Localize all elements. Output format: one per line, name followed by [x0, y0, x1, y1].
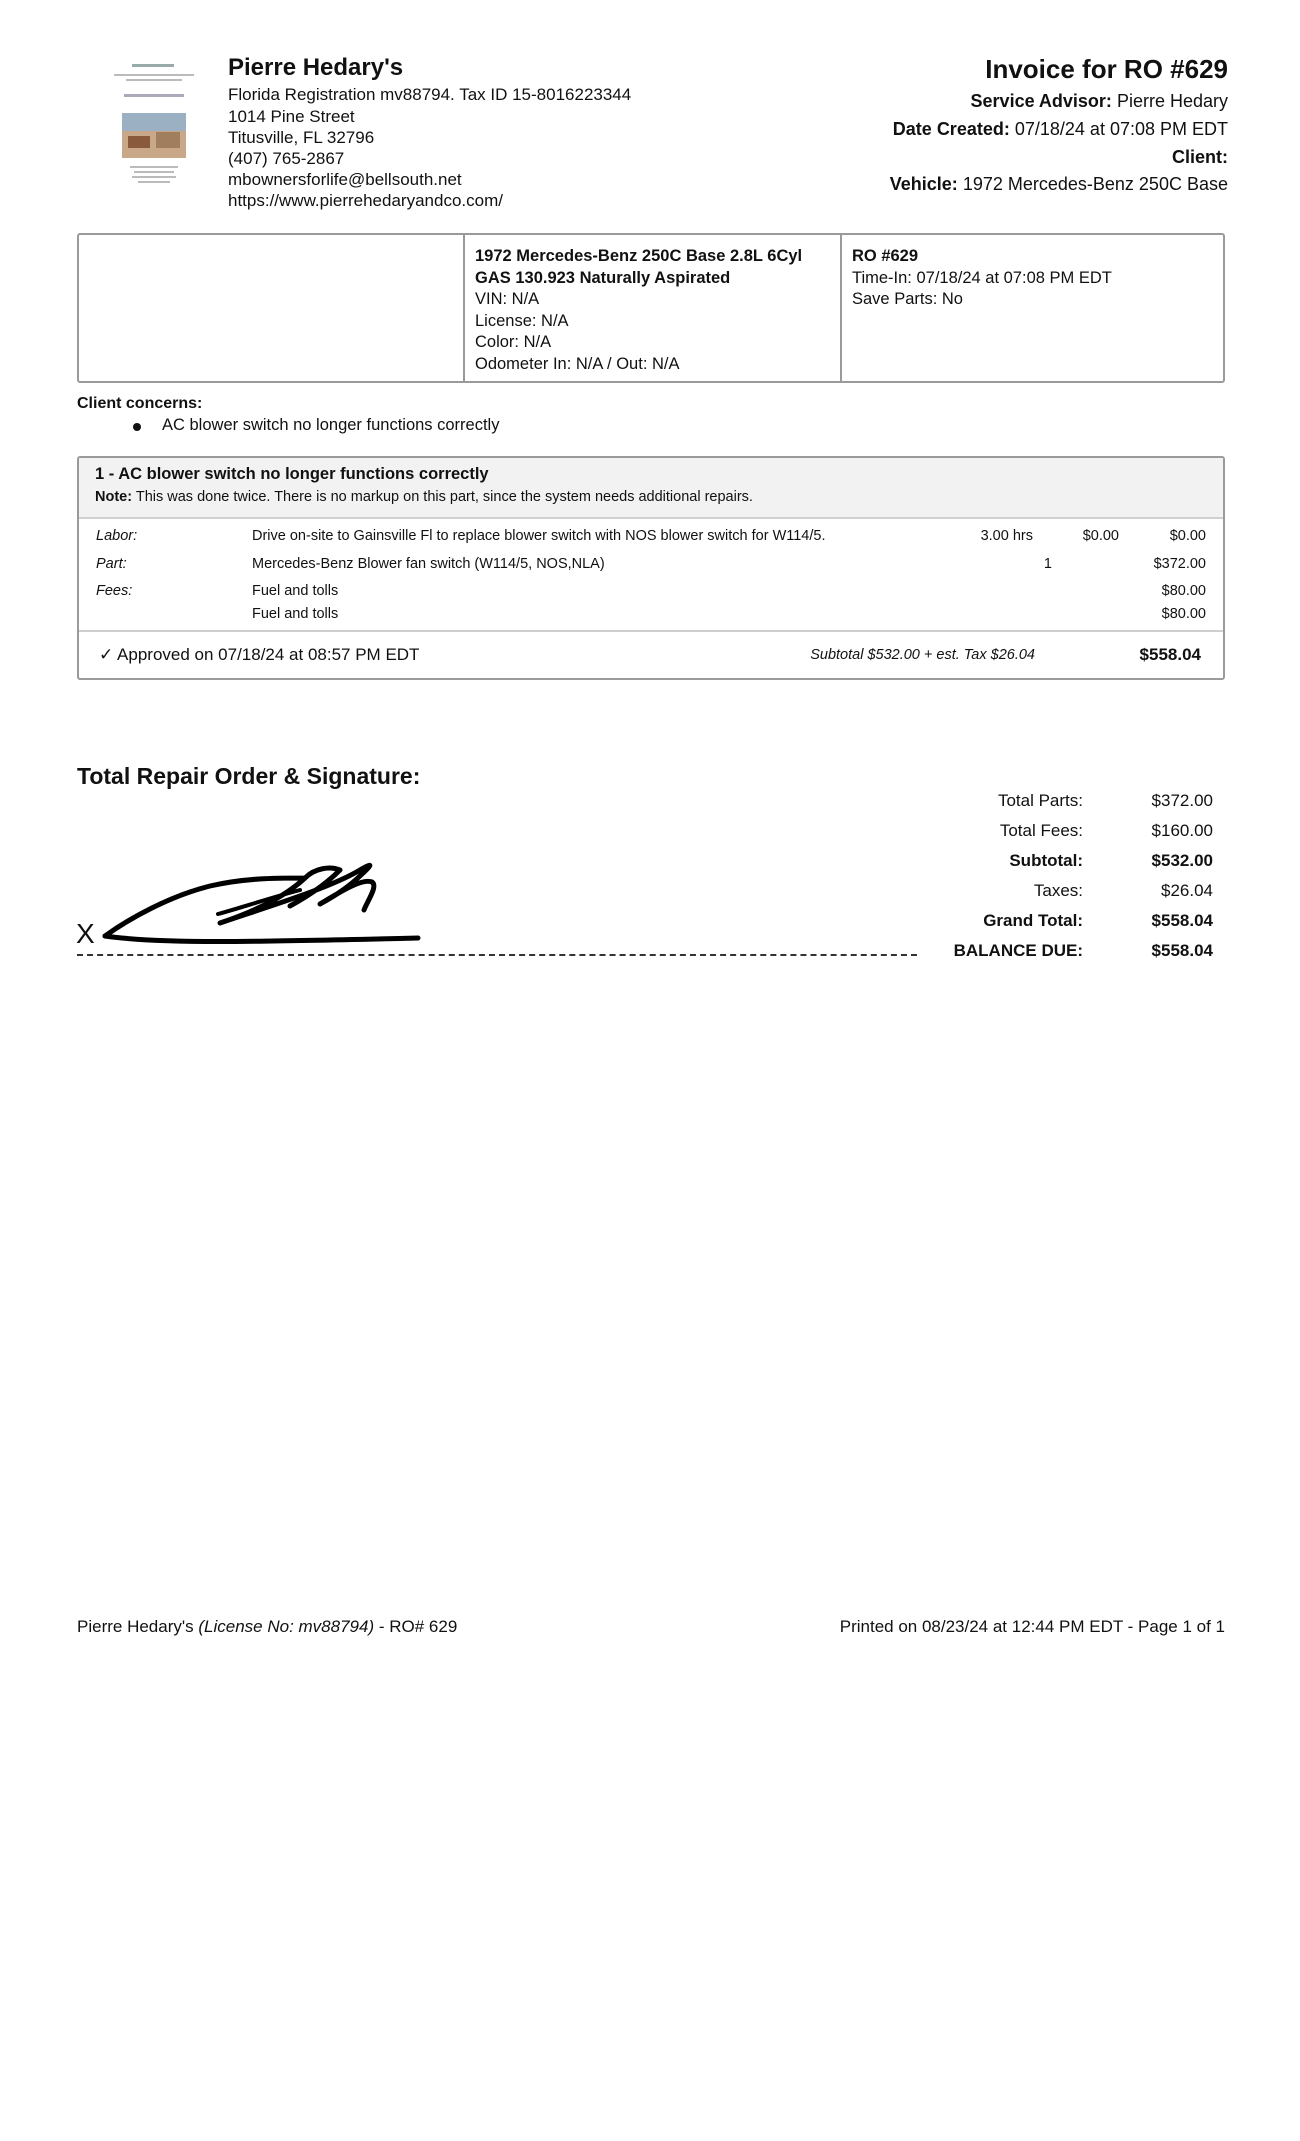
business-phone: (407) 765-2867	[228, 149, 345, 168]
signature-line	[77, 954, 917, 956]
balance-due-value: $558.04	[1151, 941, 1213, 960]
total-fees-label: Total Fees:	[999, 821, 1083, 840]
client-concerns-heading: Client concerns:	[77, 395, 203, 412]
part-description: Mercedes-Benz Blower fan switch (W114/5, NOS,NLA)	[252, 556, 605, 572]
total-fees-value: $160.00	[1151, 821, 1213, 840]
signature-image	[100, 848, 440, 953]
business-name: Pierre Hedary's	[228, 54, 404, 81]
footer-license	[77, 1617, 457, 1637]
subtotal-label: Subtotal:	[1009, 851, 1083, 870]
business-website: https://www.pierrehedaryandco.com/	[228, 191, 503, 210]
fee-total: $80.00	[1161, 606, 1206, 622]
grand-total-value: $558.04	[1151, 911, 1213, 930]
vehicle	[890, 174, 1228, 195]
business-registration: Florida Registration mv88794. Tax ID 15-8016223344	[228, 85, 632, 104]
vehicle-label: Vehicle:	[889, 174, 958, 194]
job-note-label: Note:	[95, 489, 133, 505]
vehicle-color: Color: N/A	[475, 333, 552, 351]
service-advisor-label: Service Advisor:	[970, 91, 1112, 111]
ro-details-column	[842, 235, 1225, 381]
business-city: Titusville, FL 32796	[228, 128, 375, 147]
date-created	[893, 119, 1228, 140]
concern-item: AC blower switch no longer functions correctly	[162, 416, 500, 434]
labor-description: Drive on-site to Gainsville Fl to replace blower switch with NOS blower switch for W114/5.	[252, 528, 826, 544]
bullet-icon	[133, 423, 141, 431]
date-created-label: Date Created:	[892, 119, 1010, 139]
vehicle-value: 1972 Mercedes-Benz 250C Base	[962, 174, 1228, 194]
job-note-text: This was done twice. There is no markup on this part, since the system needs additional repairs.	[135, 489, 753, 505]
fee-description: Fuel and tolls	[252, 583, 339, 599]
taxes-value: $26.04	[1161, 881, 1213, 900]
service-advisor-value: Pierre Hedary	[1116, 91, 1228, 111]
business-logo	[104, 58, 204, 200]
vehicle-model: 1972 Mercedes-Benz 250C Base 2.8L 6Cyl	[475, 247, 803, 265]
approval-status: ✓ Approved on 07/18/24 at 08:57 PM EDT	[99, 645, 420, 664]
job-header	[79, 458, 1223, 519]
invoice-title: Invoice for RO #629	[985, 54, 1228, 84]
vehicle-info-box	[77, 233, 1225, 383]
total-parts-label: Total Parts:	[997, 791, 1083, 810]
time-in: Time-In: 07/18/24 at 07:08 PM EDT	[852, 268, 1112, 287]
signature-x: X	[76, 918, 95, 949]
vehicle-odometer: Odometer In: N/A / Out: N/A	[475, 354, 680, 373]
subtotal-value: $532.00	[1151, 851, 1213, 870]
job-title: 1 - AC blower switch no longer functions correctly	[95, 465, 489, 483]
totals-signature-heading: Total Repair Order & Signature:	[77, 763, 421, 789]
taxes-label: Taxes:	[1033, 881, 1083, 900]
fees-label: Fees:	[96, 583, 133, 599]
vehicle-vin: VIN: N/A	[475, 290, 540, 308]
business-email: mbownersforlife@bellsouth.net	[228, 170, 462, 189]
job-note	[95, 489, 753, 505]
labor-hours: 3.00 hrs	[980, 528, 1033, 544]
fee-description: Fuel and tolls	[252, 606, 339, 622]
total-parts-value: $372.00	[1151, 791, 1213, 810]
vehicle-engine: GAS 130.923 Naturally Aspirated	[475, 268, 731, 287]
footer-license-number: (License No: mv88794)	[198, 1617, 375, 1636]
job-total: $558.04	[1139, 645, 1201, 664]
part-quantity: 1	[1043, 556, 1052, 572]
fee-total: $80.00	[1161, 583, 1206, 599]
job-footer	[79, 630, 1223, 680]
business-street: 1014 Pine Street	[228, 107, 355, 126]
footer-ro: - RO# 629	[378, 1617, 458, 1636]
part-total: $372.00	[1153, 556, 1206, 572]
vehicle-license: License: N/A	[475, 311, 569, 330]
ro-number: RO #629	[852, 247, 919, 265]
part-label: Part:	[96, 556, 127, 572]
job-box	[77, 456, 1225, 680]
job-subtotal: Subtotal $532.00 + est. Tax $26.04	[810, 647, 1035, 663]
date-created-value: 07/18/24 at 07:08 PM EDT	[1014, 119, 1228, 139]
grand-total-label: Grand Total:	[983, 911, 1083, 930]
vehicle-details-column	[465, 235, 842, 381]
footer-business: Pierre Hedary's	[77, 1617, 194, 1636]
client	[1172, 147, 1228, 168]
save-parts: Save Parts: No	[852, 290, 963, 308]
client-info-column	[79, 235, 465, 381]
balance-due-label: BALANCE DUE:	[953, 941, 1083, 960]
labor-label: Labor:	[96, 528, 138, 544]
footer-printed: Printed on 08/23/24 at 12:44 PM EDT - Page 1 of 1	[839, 1617, 1225, 1636]
service-advisor	[971, 91, 1228, 112]
client-label: Client:	[1172, 147, 1228, 167]
labor-rate: $0.00	[1082, 528, 1119, 544]
labor-total: $0.00	[1169, 528, 1206, 544]
